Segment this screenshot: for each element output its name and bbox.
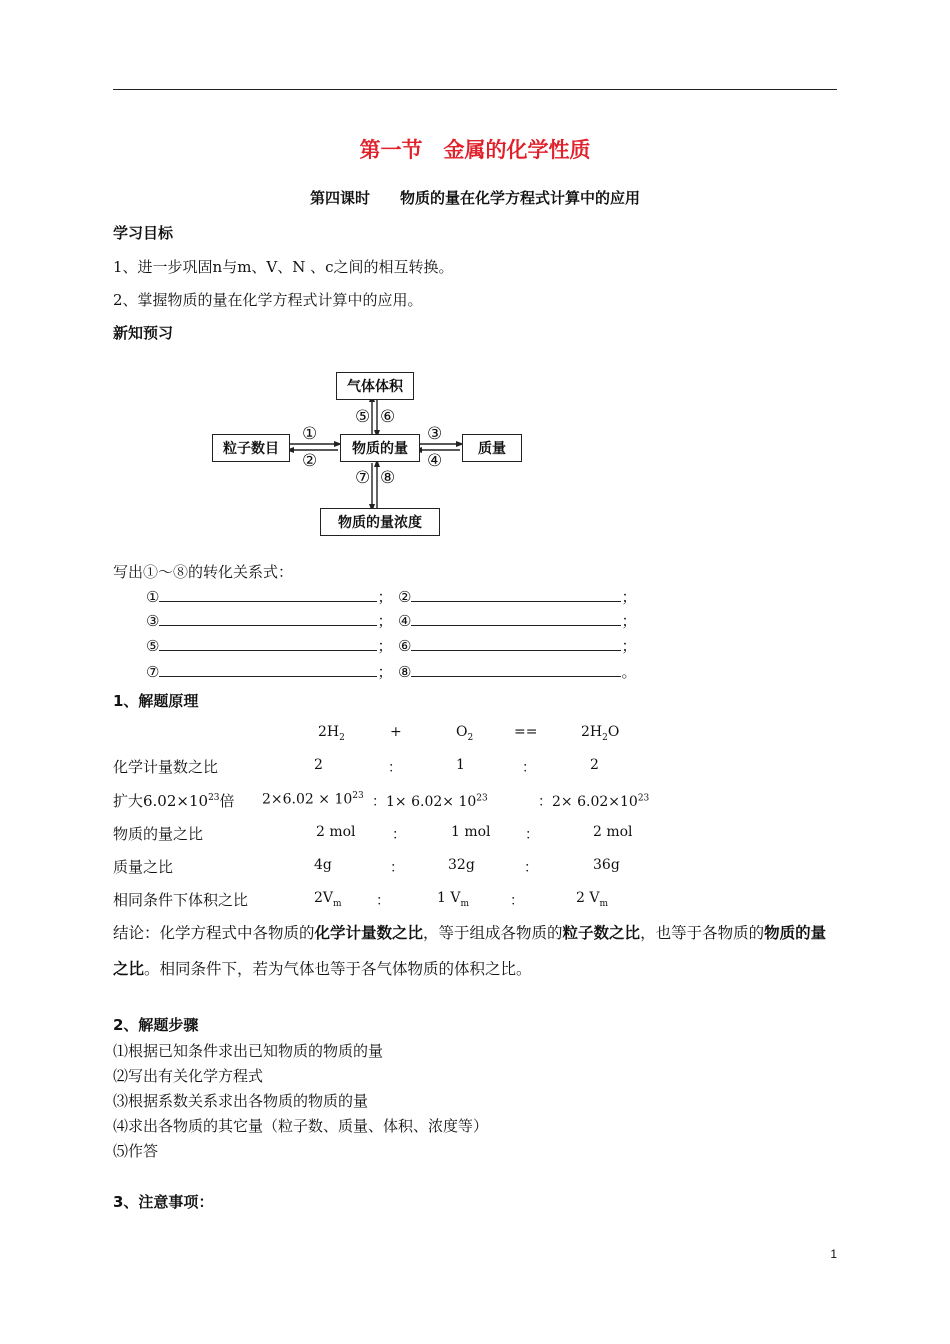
label-1: ① [302,424,318,444]
label-2: ② [302,451,318,471]
expand-value: $2\times 6.02 \times 10^{23}$ [262,791,364,808]
blank-row [398,661,636,682]
ratio-value: 4g [314,857,332,873]
label-4: ④ [427,451,443,471]
answer-blank[interactable] [411,662,621,677]
label-3: ③ [427,424,443,444]
box-amount-of-substance: 物质的量 [340,434,420,462]
goal-item-1: 1、进一步巩固n与m、V、N 、c之间的相互转换。 [113,258,454,276]
ratio-sep: ： [388,760,402,776]
ratio-sep: ： [524,860,538,876]
ratio-sep: ： [525,827,539,843]
blank-label: ⑧ [398,663,412,681]
step-item: ⑶根据系数关系求出各物质的物质的量 [113,1092,369,1110]
blank-row [398,635,636,656]
label-6: ⑥ [380,407,396,427]
blank-label: ① [146,588,160,606]
blank-end: ； [621,612,637,630]
page-number: 1 [830,1247,837,1261]
answer-blank[interactable] [159,662,377,677]
plus-sign: + [390,724,402,740]
volume-value: $2V_m$ [314,890,342,909]
box-mass: 质量 [462,434,522,462]
blanks-instruction: 写出①～⑧的转化关系式： [113,563,294,581]
box-molar-concentration: 物质的量浓度 [320,508,440,536]
label-7: ⑦ [355,468,371,488]
volume-label: 相同条件下体积之比 [113,891,249,909]
blank-separator: ； [377,663,393,681]
label-5: ⑤ [355,407,371,427]
header-rule [113,89,837,90]
ratio-value: 2 mol [593,824,633,840]
answer-blank[interactable] [159,636,377,651]
box-gas-volume: 气体体积 [336,372,414,400]
answer-blank[interactable] [411,611,621,626]
ratio-value: 36g [593,857,620,873]
label-8: ⑧ [380,468,396,488]
blank-label: ⑦ [146,663,160,681]
notes-heading: 3、注意事项： [113,1193,214,1211]
blank-label: ③ [146,612,160,630]
product-h2o: $2H_2O$ [581,724,620,743]
blank-separator: ； [377,612,393,630]
volume-value: 1 $V_m$ [437,890,470,909]
step-item: ⑴根据已知条件求出已知物质的物质的量 [113,1042,384,1060]
ratio-sep: ： [392,827,406,843]
expand-value: ：$1\times 6.02\times 10^{23}$ [372,793,488,810]
answer-blank[interactable] [411,587,621,602]
ratio-value: 1 mol [451,824,491,840]
blank-row [146,635,392,656]
page-title: 第一节 金属的化学性质 [359,138,591,162]
preview-heading: 新知预习 [113,324,174,342]
blank-end: ； [621,637,637,655]
ratio-sep: ： [390,860,404,876]
blank-row [398,586,636,607]
answer-blank[interactable] [159,587,377,602]
volume-sep: ： [510,893,524,909]
ratio-value: 32g [448,857,475,873]
volume-value: 2 $V_m$ [576,890,609,909]
ratio-label: 质量之比 [113,858,174,876]
conclusion-paragraph: 结论：化学方程式中各物质的化学计量数之比，等于组成各物质的粒子数之比，也等于各物质的物质的量之比。相同条件下，若为气体也等于各气体物质的体积之比。 [113,924,827,978]
ratio-sep: ： [522,760,536,776]
blank-row [146,586,392,607]
blank-row [398,610,636,631]
ratio-value: 2 [314,757,323,773]
volume-sep: ： [376,893,390,909]
answer-blank[interactable] [411,636,621,651]
blank-label: ④ [398,612,412,630]
ratio-value: 2 [590,757,599,773]
steps-heading: 2、解题步骤 [113,1016,199,1034]
blank-row [146,661,392,682]
blank-separator: ； [377,637,393,655]
goal-item-2: 2、掌握物质的量在化学方程式计算中的应用。 [113,291,423,309]
blank-label: ⑥ [398,637,412,655]
blank-label: ⑤ [146,637,160,655]
ratio-label: 化学计量数之比 [113,758,219,776]
step-item: ⑸作答 [113,1142,159,1160]
equals-sign: == [514,724,538,740]
ratio-value: 1 [456,757,465,773]
principle-heading: 1、解题原理 [113,692,199,710]
blank-separator: ； [377,588,393,606]
page-subtitle: 第四课时 物质的量在化学方程式计算中的应用 [309,189,640,207]
box-particle-count: 粒子数目 [212,434,290,462]
blank-label: ② [398,588,412,606]
blank-end: 。 [621,663,637,681]
reactant-o2: $O_2$ [456,724,474,743]
goals-heading: 学习目标 [113,224,174,242]
reactant-h2: $2H_2$ [318,724,345,743]
step-item: ⑵写出有关化学方程式 [113,1067,264,1085]
expand-value: ：$2\times 6.02\times 10^{23}$ [538,793,650,810]
step-item: ⑷求出各物质的其它量（粒子数、质量、体积、浓度等） [113,1117,489,1135]
blank-row [146,610,392,631]
ratio-label: 物质的量之比 [113,825,204,843]
blank-end: ； [621,588,637,606]
answer-blank[interactable] [159,611,377,626]
expand-label: 扩大$6.02\times 10^{23}$倍 [113,792,235,810]
ratio-value: 2 mol [316,824,356,840]
